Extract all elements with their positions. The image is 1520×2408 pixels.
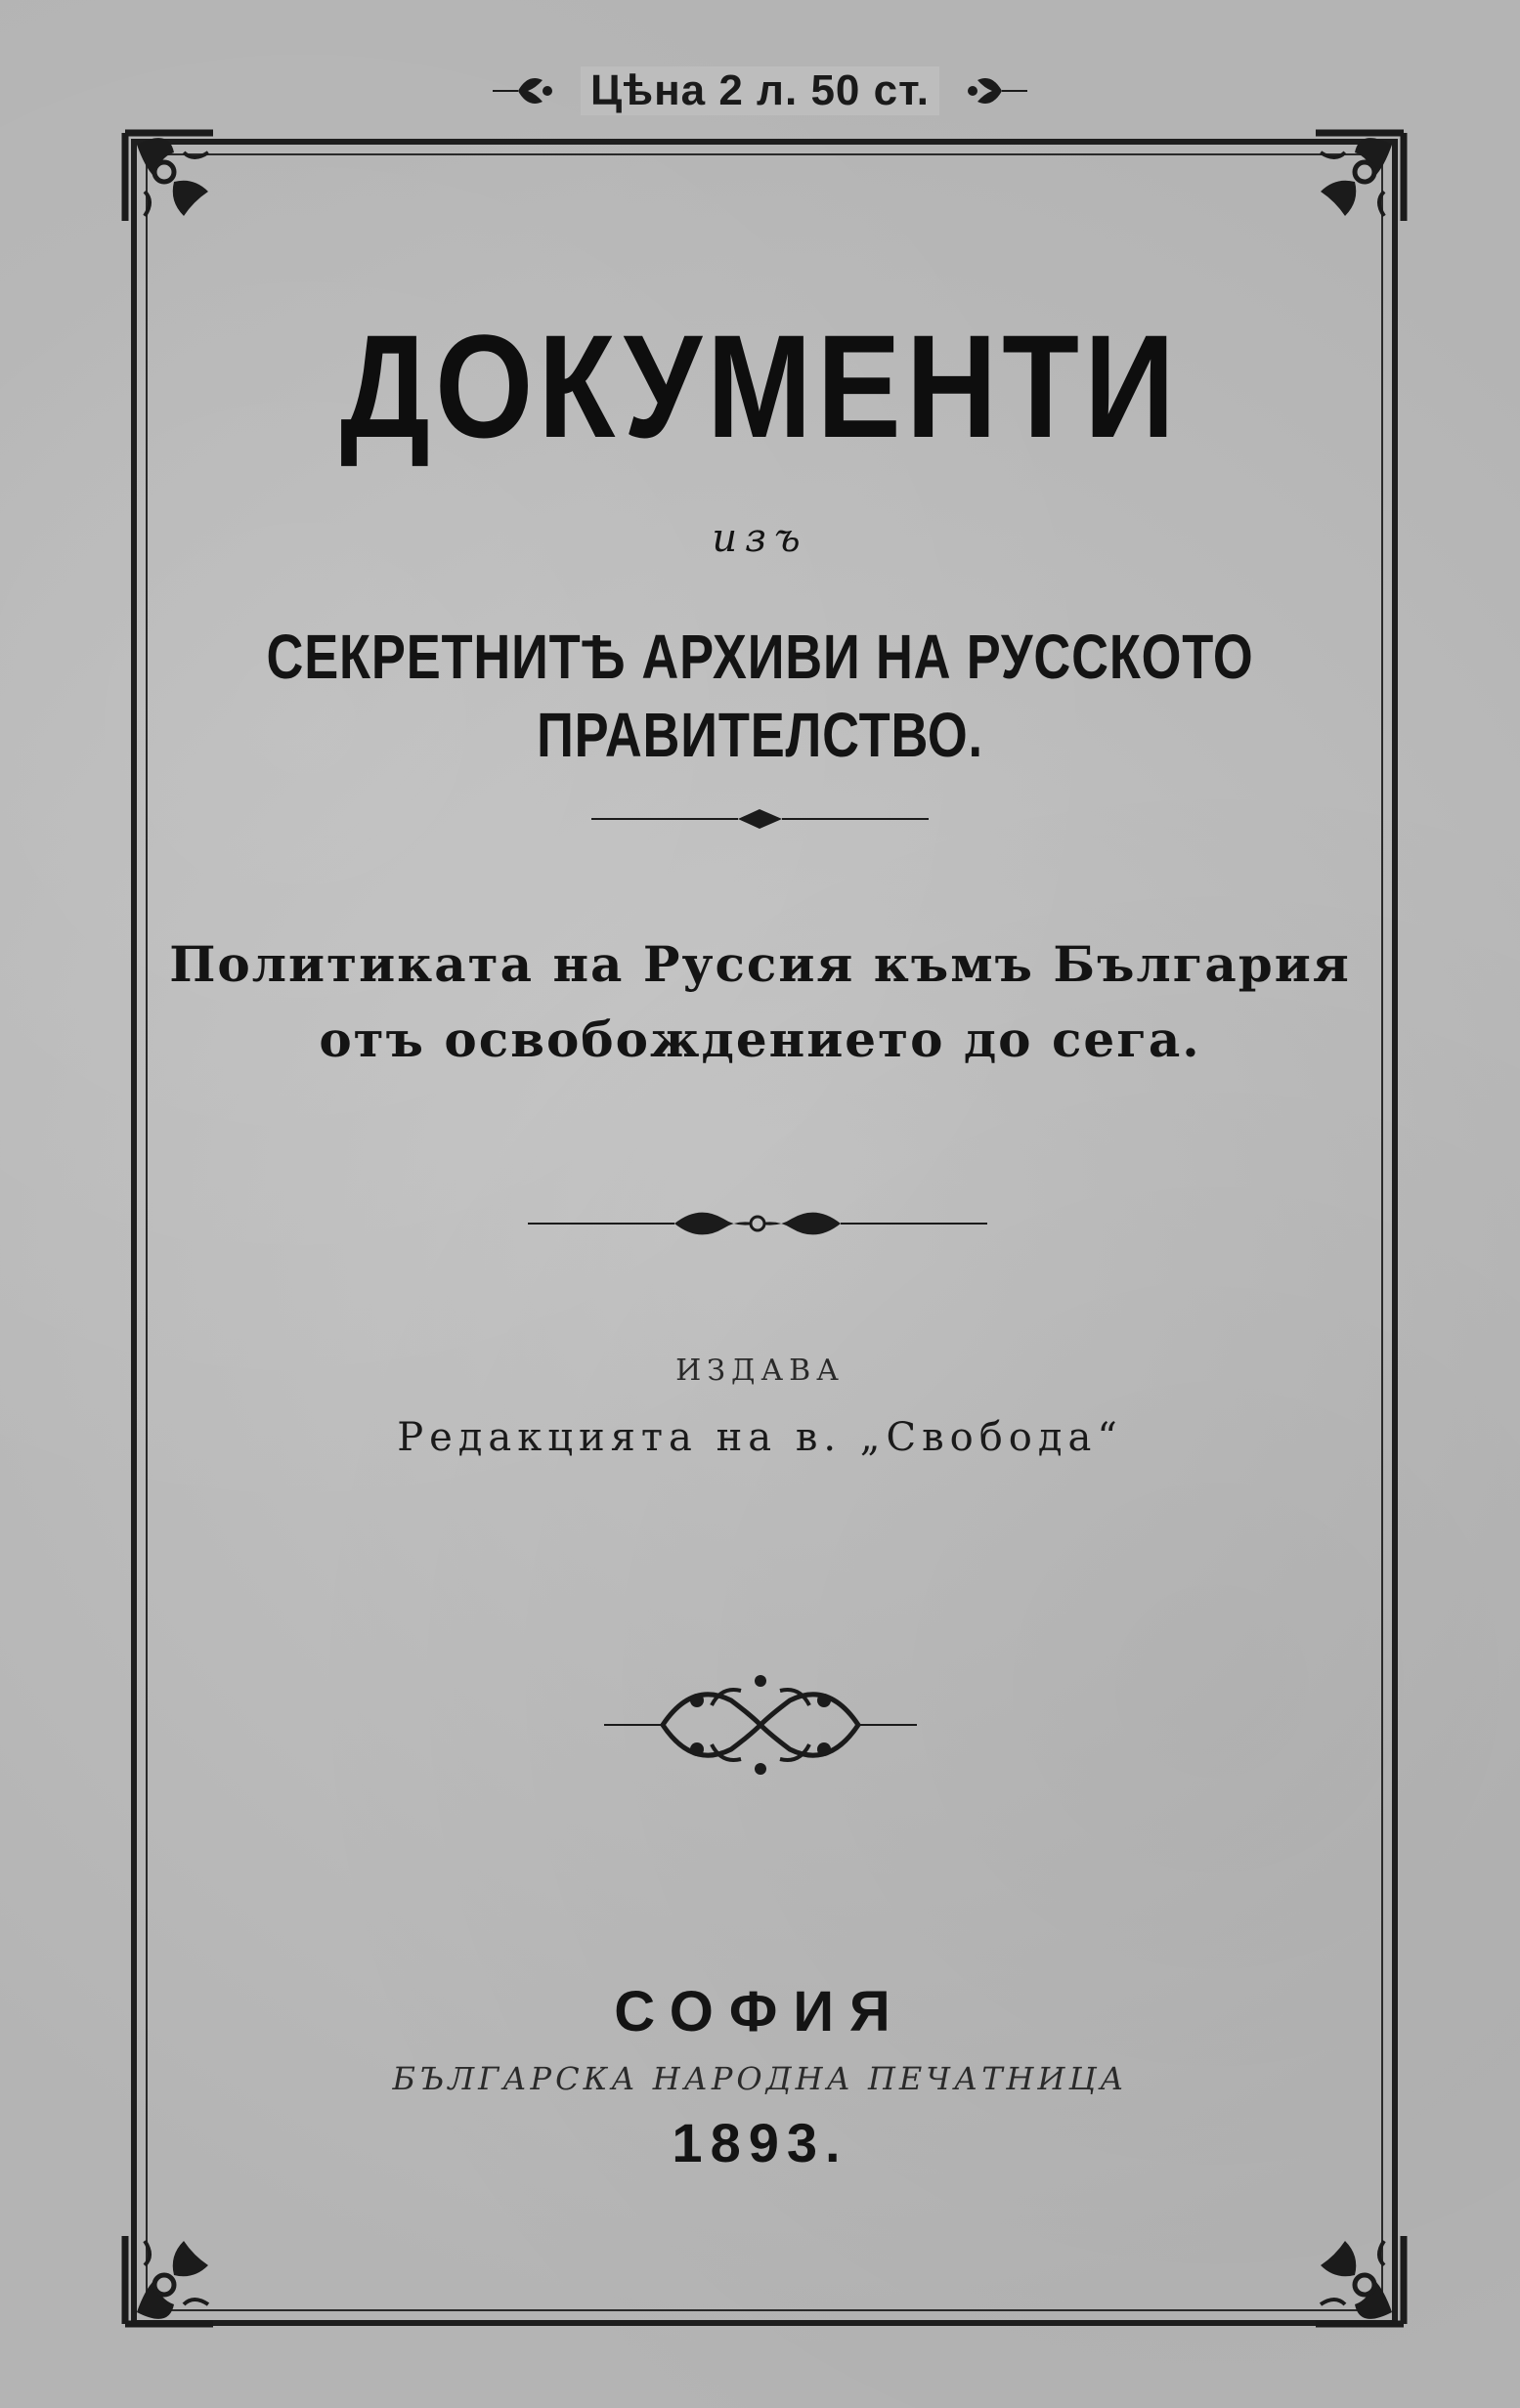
corner-flourish-icon bbox=[115, 2226, 223, 2334]
price-row bbox=[0, 57, 1520, 125]
publisher-name: Редакцията на в. „Свобода“ bbox=[397, 1415, 1123, 1460]
issued-by-label: ИЗДАВА bbox=[675, 1354, 845, 1388]
price-label: Цѣна 2 л. 50 ст. bbox=[581, 66, 939, 115]
title-preposition: изъ bbox=[712, 516, 808, 561]
corner-flourish-icon bbox=[115, 123, 223, 231]
publication-city: СОФИЯ bbox=[614, 1980, 906, 2043]
book-subtitle: СЕКРЕТНИТѢ АРХИВИ НА РУССКОТО ПРАВИТЕЛСТВО. bbox=[266, 622, 1254, 770]
scroll-ornament-icon bbox=[489, 68, 555, 113]
scroll-ornament-icon bbox=[965, 68, 1031, 113]
publication-year: 1893. bbox=[672, 2112, 848, 2173]
corner-flourish-icon bbox=[1306, 123, 1413, 231]
corner-flourish-icon bbox=[1306, 2226, 1413, 2334]
description-line-2: отъ освобождението до сега. bbox=[319, 1010, 1201, 1068]
scroll-divider-icon bbox=[528, 1194, 987, 1253]
printing-house: БЪЛГАРСКА НАРОДНА ПЕЧАТНИЦА bbox=[392, 2060, 1128, 2097]
description-line-1: Политиката на Руссия къмъ България bbox=[169, 935, 1351, 993]
book-title: ДОКУМЕНТИ bbox=[339, 304, 1181, 468]
vignette-ornament-icon bbox=[604, 1661, 917, 1788]
rule-divider-icon bbox=[591, 801, 929, 837]
